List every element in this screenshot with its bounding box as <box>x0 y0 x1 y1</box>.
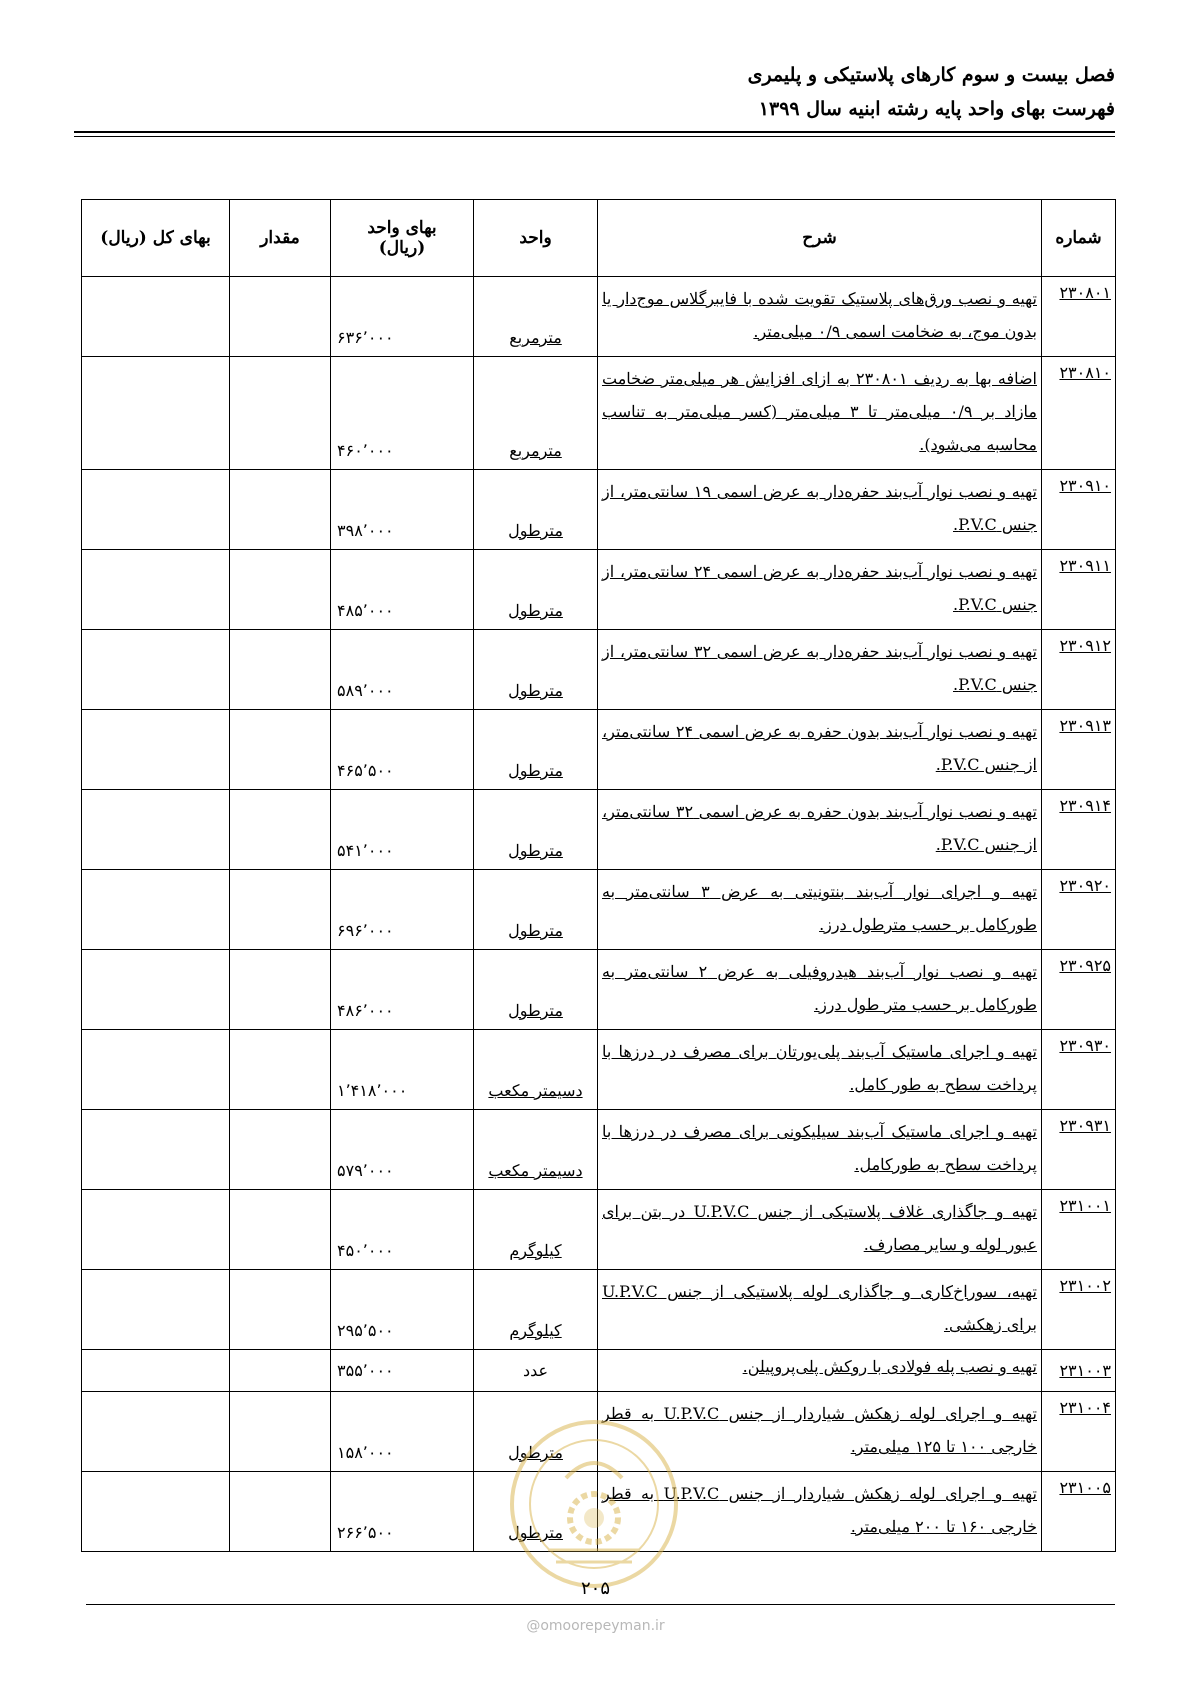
row-unit-price: ۲۶۶٬۵۰۰ <box>331 1472 474 1552</box>
row-unit: مترطول <box>474 470 598 550</box>
header-rule-thick <box>74 131 1115 133</box>
table-row <box>82 950 1116 1030</box>
row-total <box>82 630 230 710</box>
row-unit: مترطول <box>474 550 598 630</box>
row-unit-price: ۳۵۵٬۰۰۰ <box>331 1350 474 1392</box>
row-total <box>82 790 230 870</box>
page-number: ۲۰۵ <box>580 1578 610 1599</box>
row-quantity <box>230 357 331 470</box>
row-number: ۲۳۰۸۱۰ <box>1042 357 1116 470</box>
row-unit-price: ۶۳۶٬۰۰۰ <box>331 277 474 357</box>
row-number: ۲۳۱۰۰۵ <box>1042 1472 1116 1552</box>
row-unit-price: ۱٬۴۱۸٬۰۰۰ <box>331 1030 474 1110</box>
row-quantity <box>230 950 331 1030</box>
row-description: تهیه و اجرای ماستیک آب‌بند سیلیکونی برای مصرف در درزها با پرداخت سطح به طورکامل. <box>598 1110 1042 1190</box>
row-total <box>82 1472 230 1552</box>
row-quantity <box>230 1472 331 1552</box>
row-unit: مترطول <box>474 790 598 870</box>
row-description: تهیه و نصب ورق‌های پلاستیک تقویت شده با فایبرگلاس موج‌دار یا بدون موج، به ضخامت اسمی ۰/۹ میلی‌متر. <box>598 277 1042 357</box>
row-total <box>82 1110 230 1190</box>
row-unit: مترطول <box>474 1392 598 1472</box>
table-row <box>82 470 1116 550</box>
row-number: ۲۳۰۹۳۱ <box>1042 1110 1116 1190</box>
row-description: اضافه بها به ردیف ۲۳۰۸۰۱ به ازای افزایش هر میلی‌متر ضخامت مازاد بر ۰/۹ میلی‌متر تا ۳ میلی‌متر (کسر میلی‌متر به تناسب محاسبه می‌شود). <box>598 357 1042 470</box>
header-rule-thin <box>74 136 1115 137</box>
row-unit-price: ۴۶۵٬۵۰۰ <box>331 710 474 790</box>
header-unit-price-label: بهای واحد <box>367 218 437 238</box>
row-number: ۲۳۰۹۱۰ <box>1042 470 1116 550</box>
table-row <box>82 277 1116 357</box>
row-unit: مترمربع <box>474 277 598 357</box>
header-unit-price-currency: (ریال) <box>378 238 426 258</box>
row-unit: مترطول <box>474 870 598 950</box>
table-header-row <box>82 200 1116 277</box>
row-description: تهیه و نصب نوار آب‌بند حفره‌دار به عرض اسمی ۱۹ سانتی‌متر، از جنس P.V.C. <box>598 470 1042 550</box>
row-number: ۲۳۱۰۰۲ <box>1042 1270 1116 1350</box>
row-quantity <box>230 790 331 870</box>
row-total <box>82 950 230 1030</box>
row-unit: مترطول <box>474 710 598 790</box>
row-number: ۲۳۱۰۰۴ <box>1042 1392 1116 1472</box>
header-number: شماره <box>1042 200 1116 277</box>
row-total <box>82 277 230 357</box>
row-unit-price: ۱۵۸٬۰۰۰ <box>331 1392 474 1472</box>
row-unit: کیلوگرم <box>474 1190 598 1270</box>
row-unit: مترمربع <box>474 357 598 470</box>
header-description: شرح <box>598 200 1042 277</box>
row-description: تهیه و اجرای لوله زهکش شیاردار از جنس U.P.V.C به قطر خارجی ۱۰۰ تا ۱۲۵ میلی‌متر. <box>598 1392 1042 1472</box>
row-quantity <box>230 470 331 550</box>
row-quantity <box>230 1110 331 1190</box>
row-quantity <box>230 710 331 790</box>
row-unit: عدد <box>474 1350 598 1392</box>
table-row <box>82 870 1116 950</box>
row-number: ۲۳۰۹۲۰ <box>1042 870 1116 950</box>
table-row <box>82 710 1116 790</box>
row-unit-price: ۵۴۱٬۰۰۰ <box>331 790 474 870</box>
header-total: بهای کل (ریال) <box>82 200 230 277</box>
row-unit: مترطول <box>474 1472 598 1552</box>
row-number: ۲۳۰۹۲۵ <box>1042 950 1116 1030</box>
row-number: ۲۳۰۹۱۲ <box>1042 630 1116 710</box>
row-number: ۲۳۰۹۱۱ <box>1042 550 1116 630</box>
watermark-seal-icon <box>508 1418 680 1590</box>
row-unit-price: ۴۸۵٬۰۰۰ <box>331 550 474 630</box>
row-total <box>82 1392 230 1472</box>
row-quantity <box>230 1392 331 1472</box>
row-unit: دسیمتر مکعب <box>474 1030 598 1110</box>
row-total <box>82 1350 230 1392</box>
table-row <box>82 1350 1116 1392</box>
row-description: تهیه و جاگذاری غلاف پلاستیکی از جنس U.P.V.C در بتن برای عبور لوله و سایر مصارف. <box>598 1190 1042 1270</box>
row-unit-price: ۳۹۸٬۰۰۰ <box>331 470 474 550</box>
row-number: ۲۳۱۰۰۱ <box>1042 1190 1116 1270</box>
chapter-title: فصل بیست و سوم کارهای پلاستیکی و پلیمری <box>747 64 1115 86</box>
row-unit-price: ۵۸۹٬۰۰۰ <box>331 630 474 710</box>
row-description: تهیه و نصب پله فولادی با روکش پلی‌پروپیلن. <box>598 1350 1042 1392</box>
row-unit-price: ۲۹۵٬۵۰۰ <box>331 1270 474 1350</box>
table-row <box>82 1190 1116 1270</box>
row-description: تهیه، سوراخ‌کاری و جاگذاری لوله پلاستیکی از جنس U.P.V.C برای زهکشی. <box>598 1270 1042 1350</box>
row-unit: کیلوگرم <box>474 1270 598 1350</box>
row-quantity <box>230 277 331 357</box>
table-row <box>82 357 1116 470</box>
row-quantity <box>230 870 331 950</box>
row-number: ۲۳۰۹۱۴ <box>1042 790 1116 870</box>
row-description: تهیه و اجرای لوله زهکش شیاردار از جنس U.P.V.C به قطر خارجی ۱۶۰ تا ۲۰۰ میلی‌متر. <box>598 1472 1042 1552</box>
row-unit-price: ۶۹۶٬۰۰۰ <box>331 870 474 950</box>
row-unit-price: ۴۸۶٬۰۰۰ <box>331 950 474 1030</box>
price-list-title: فهرست بهای واحد پایه رشته ابنیه سال ۱۳۹۹ <box>758 98 1115 120</box>
table-row <box>82 1030 1116 1110</box>
row-number: ۲۳۰۹۳۰ <box>1042 1030 1116 1110</box>
row-total <box>82 870 230 950</box>
row-total <box>82 470 230 550</box>
header-unit: واحد <box>474 200 598 277</box>
row-number: ۲۳۱۰۰۳ <box>1042 1350 1116 1392</box>
table-row <box>82 1270 1116 1350</box>
watermark-website: @omoorepeyman.ir <box>526 1618 665 1634</box>
row-description: تهیه و اجرای نوار آب‌بند بنتونیتی به عرض ۳ سانتی‌متر به طورکامل بر حسب مترطول درز. <box>598 870 1042 950</box>
row-unit: دسیمتر مکعب <box>474 1110 598 1190</box>
row-quantity <box>230 1030 331 1110</box>
table-row <box>82 550 1116 630</box>
row-total <box>82 1190 230 1270</box>
row-number: ۲۳۰۸۰۱ <box>1042 277 1116 357</box>
table-row <box>82 1110 1116 1190</box>
row-total <box>82 550 230 630</box>
row-total <box>82 1270 230 1350</box>
row-description: تهیه و نصب نوار آب‌بند بدون حفره به عرض اسمی ۳۲ سانتی‌متر، از جنس P.V.C. <box>598 790 1042 870</box>
header-quantity: مقدار <box>230 200 331 277</box>
row-description: تهیه و اجرای ماستیک آب‌بند پلی‌یورتان برای مصرف در درزها با پرداخت سطح به طور کامل. <box>598 1030 1042 1110</box>
row-unit: مترطول <box>474 950 598 1030</box>
table-row <box>82 630 1116 710</box>
footer-rule <box>86 1604 1115 1605</box>
row-total <box>82 357 230 470</box>
price-table <box>81 199 1116 1552</box>
row-unit-price: ۴۶۰٬۰۰۰ <box>331 357 474 470</box>
header-unit-price <box>331 200 474 277</box>
page-header <box>748 58 1115 126</box>
row-unit-price: ۵۷۹٬۰۰۰ <box>331 1110 474 1190</box>
row-quantity <box>230 630 331 710</box>
row-unit-price: ۴۵۰٬۰۰۰ <box>331 1190 474 1270</box>
row-quantity <box>230 550 331 630</box>
row-quantity <box>230 1190 331 1270</box>
row-total <box>82 710 230 790</box>
row-description: تهیه و نصب نوار آب‌بند هیدروفیلی به عرض ۲ سانتی‌متر به طورکامل بر حسب متر طول درز. <box>598 950 1042 1030</box>
row-unit: مترطول <box>474 630 598 710</box>
row-total <box>82 1030 230 1110</box>
row-description: تهیه و نصب نوار آب‌بند بدون حفره به عرض اسمی ۲۴ سانتی‌متر، از جنس P.V.C. <box>598 710 1042 790</box>
row-number: ۲۳۰۹۱۳ <box>1042 710 1116 790</box>
row-description: تهیه و نصب نوار آب‌بند حفره‌دار به عرض اسمی ۳۲ سانتی‌متر، از جنس P.V.C. <box>598 630 1042 710</box>
row-description: تهیه و نصب نوار آب‌بند حفره‌دار به عرض اسمی ۲۴ سانتی‌متر، از جنس P.V.C. <box>598 550 1042 630</box>
table-row <box>82 790 1116 870</box>
row-quantity <box>230 1270 331 1350</box>
row-quantity <box>230 1350 331 1392</box>
